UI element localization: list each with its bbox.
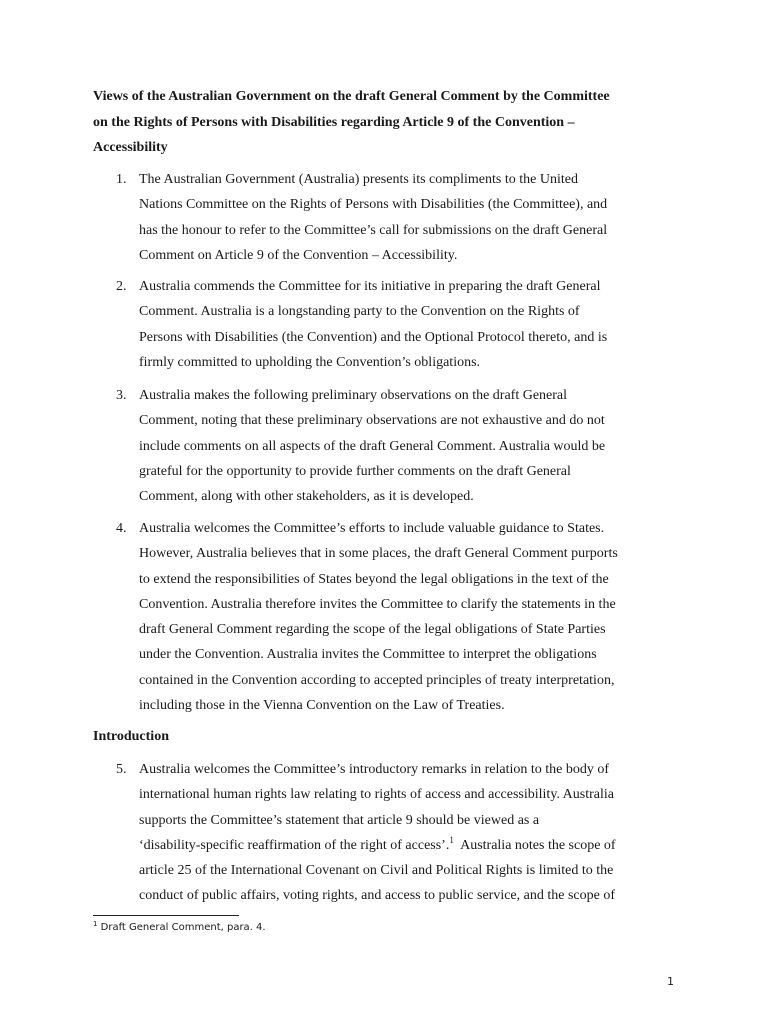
paragraph-number: 5. xyxy=(116,762,127,777)
text-line: to extend the responsibilities of States beyond the legal obligations in the text of the xyxy=(139,571,609,587)
paragraph-text xyxy=(139,757,679,909)
text-line: Comment on Article 9 of the Convention – Accessibility. xyxy=(139,247,458,263)
paragraph-text xyxy=(139,383,679,509)
document-title xyxy=(93,84,683,161)
text-line: The Australian Government (Australia) presents its compliments to the United xyxy=(139,172,578,187)
footnote xyxy=(93,920,266,936)
text-line: Comment, noting that these preliminary observations are not exhaustive and do not xyxy=(139,413,605,429)
footnote-marker: 1 xyxy=(93,920,98,928)
text-line: Australia welcomes the Committee’s introductory remarks in relation to the body of xyxy=(139,762,610,777)
text-line: under the Convention. Australia invites the Committee to interpret the obligations xyxy=(139,647,597,663)
paragraph-number: 2. xyxy=(116,279,127,294)
text-line: contained in the Convention according to accepted principles of treaty interpretation, xyxy=(139,672,615,688)
text-line: Persons with Disabilities (the Convention) and the Optional Protocol thereto, and is xyxy=(139,329,608,345)
footnote-reference[interactable]: 1 xyxy=(449,834,454,845)
text-line: grateful for the opportunity to provide further comments on the draft General xyxy=(139,463,571,479)
paragraph-text xyxy=(139,274,679,375)
text-segment: Australia notes the scope of xyxy=(453,837,616,853)
text-line xyxy=(139,833,679,858)
text-line: supports the Committee’s statement that article 9 should be viewed as a xyxy=(139,812,540,828)
paragraph-number: 3. xyxy=(116,388,127,403)
text-line: including those in the Vienna Convention on the Law of Treaties. xyxy=(139,698,505,714)
text-line: Convention. Australia therefore invites the Committee to clarify the statements in the xyxy=(139,596,616,612)
footnote-text: Draft General Comment, para. 4. xyxy=(97,922,266,933)
paragraph-number: 4. xyxy=(116,521,127,536)
text-line: Australia makes the following preliminary observations on the draft General xyxy=(139,388,568,403)
title-line: Views of the Australian Government on the draft General Comment by the Committee xyxy=(93,89,610,104)
text-line: article 25 of the International Covenant on Civil and Political Rights is limited to the xyxy=(139,863,614,879)
text-line: However, Australia believes that in some places, the draft General Comment purports xyxy=(139,546,618,562)
text-line: international human rights law relating to rights of access and accessibility. Australia xyxy=(139,787,614,803)
text-line: include comments on all aspects of the draft General Comment. Australia would be xyxy=(139,438,606,454)
title-line: Accessibility xyxy=(93,140,168,155)
text-line: has the honour to refer to the Committee’s call for submissions on the draft General xyxy=(139,222,608,238)
text-line: draft General Comment regarding the scope of the legal obligations of State Parties xyxy=(139,622,606,638)
paragraph-text xyxy=(139,167,679,268)
section-heading-introduction: Introduction xyxy=(93,729,169,744)
paragraph-number: 1. xyxy=(116,172,127,187)
text-line: Comment, along with other stakeholders, as it is developed. xyxy=(139,489,474,505)
page-number: 1 xyxy=(667,975,674,988)
paragraph-text xyxy=(139,516,679,718)
text-line: firmly committed to upholding the Convention’s obligations. xyxy=(139,354,481,370)
text-line: Australia welcomes the Committee’s efforts to include valuable guidance to States. xyxy=(139,521,605,536)
title-line: on the Rights of Persons with Disabilities regarding Article 9 of the Convention – xyxy=(93,114,575,130)
footnote-separator xyxy=(93,915,239,916)
text-line: Comment. Australia is a longstanding party to the Convention on the Rights of xyxy=(139,304,580,320)
text-line: Nations Committee on the Rights of Persons with Disabilities (the Committee), and xyxy=(139,197,608,213)
text-line: conduct of public affairs, voting rights, and access to public service, and the scope of xyxy=(139,888,615,904)
text-line: Australia commends the Committee for its initiative in preparing the draft General xyxy=(139,279,601,294)
text-segment: ‘disability-specific reaffirmation of the right of access’. xyxy=(139,837,450,853)
